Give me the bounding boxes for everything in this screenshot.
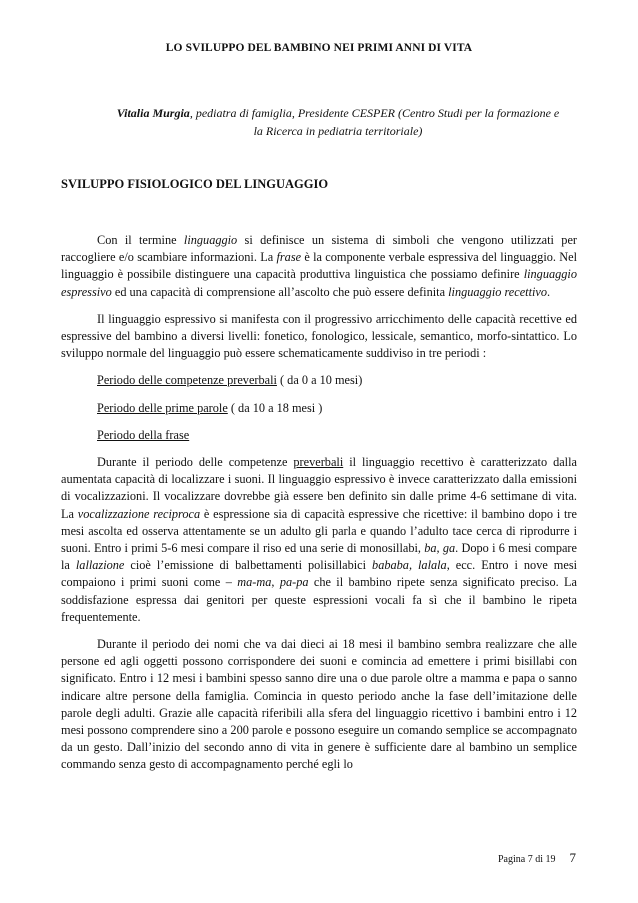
- author-affiliation-line1: , pediatra di famiglia, Presidente CESPER (Centro Studi per la formazione e: [189, 106, 560, 120]
- page-number: 7: [569, 850, 576, 865]
- author-affiliation-line2: la Ricerca in pediatria territoriale): [253, 124, 423, 138]
- section-heading: SVILUPPO FISIOLOGICO DEL LINGUAGGIO: [61, 177, 329, 191]
- document-title: LO SVILUPPO DEL BAMBINO NEI PRIMI ANNI DI VITA: [165, 42, 473, 54]
- paragraph-4: Durante il periodo dei nomi che va dai dieci ai 18 mesi il bambino sembra realizzare che alle persone ed agli oggetti possono corrispondere dei suoni e comincia ad emettere i primi bisillabi con significato. Entro i 12 mesi i bambini spesso sanno dire una o due parole oltre a mamma e papa o sanno indicare altre persone della famiglia. Comincia in questo periodo anche la fase dell’imitazione delle parole degli adulti. Grazie alle capacità riferibili alla sfera del linguaggio ricettivo i bambini entro i 12 mesi possono comprendere sino a 200 parole e possono eseguire un comando semplice se accompagnato da un gesto. Dall’inizio del secondo anno di vita in genere è sufficiente dare al bambino un semplice commando senza gesto di accompagnamento perché egli lo: [61, 637, 577, 772]
- period-item-first-words: Periodo delle prime parole ( da 10 a 18 mesi ): [97, 400, 323, 415]
- body-text: [61, 232, 577, 784]
- author-block: [98, 104, 578, 140]
- author-name: Vitalia Murgia: [116, 106, 190, 120]
- paragraph-1: Con il termine linguaggio si definisce un sistema di simboli che vengono utilizzati per raccogliere e/o scambiare informazioni. La frase è la componente verbale espressiva del linguaggio. Nel linguaggio è possibile distinguere una capacità produttiva linguistica che possiamo definire linguaggio espressivo ed una capacità di comprensione all’ascolto che può essere definita linguaggio recettivo.: [61, 233, 577, 299]
- page-footer: [498, 850, 576, 866]
- period-item-sentence: Periodo della frase: [97, 427, 190, 442]
- period-item-preverbal: Periodo delle competenze preverbali ( da 0 a 10 mesi): [97, 373, 363, 388]
- page-label: Pagina 7 di 19: [498, 854, 556, 865]
- paragraph-2: Il linguaggio espressivo si manifesta con il progressivo arricchimento delle capacità recettive ed espressive del bambino a diversi livelli: fonetico, fonologico, lessicale, semantico, morfo-sintattico. Lo sviluppo normale del linguaggio può essere schematicamente suddiviso in tre periodi :: [61, 311, 577, 361]
- paragraph-3: Durante il periodo delle competenze preverbali il linguaggio recettivo è caratterizzato dalla aumentata capacità di localizzare i suoni. Il linguaggio espressivo è invece caratterizzato dalla emissioni di vocalizzazioni. Il vocalizzare dovrebbe già essere ben definito sin dalle prime 4-6 settimane di vita. La vocalizzazione reciproca è espressione sia di capacità espressive che ricettive: il bambino dopo i tre mesi ascolta ed osserva attentamente se un adulto gli parla e quando l’adulto tace cerca di riprodurre i suoni. Entro i primi 5-6 mesi compare il riso ed una serie di monosillabi, ba, ga. Dopo i 6 mesi compare la lallazione cioè l’emissione di balbettamenti polisillabici bababa, lalala, ecc. Entro i nove mesi compaiono i primi suoni come – ma-ma, pa-pa che il bambino ripete senza significato preciso. La soddisfazione espressa dai genitori per queste espressioni vocali fa sì che il bambino le ripeta frequentemente.: [61, 455, 578, 624]
